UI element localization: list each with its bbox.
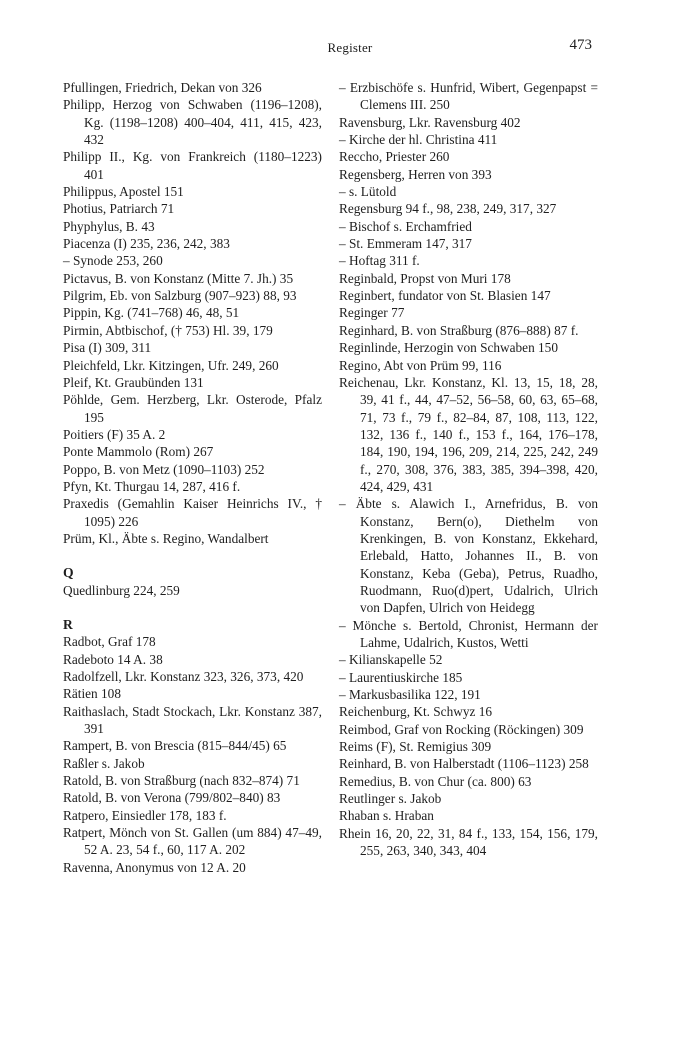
index-entry: Piacenza (I) 235, 236, 242, 383 — [63, 236, 230, 252]
index-entry: Ravensburg, Lkr. Ravensburg 402 — [339, 114, 521, 130]
index-entry: Pöhlde, Gem. Herzberg, Lkr. Osterode, Pfalz 195 — [63, 392, 322, 425]
index-subentry: – Kilianskapelle 52 — [339, 652, 443, 668]
index-entry: Remedius, B. von Chur (ca. 800) 63 — [339, 773, 532, 789]
index-entry: Reginger 77 — [339, 305, 405, 321]
index-entry: Pfullingen, Friedrich, Dekan von 326 — [63, 80, 262, 95]
index-entry: Ratpert, Mönch von St. Gallen (um 884) 47–49, 52 A. 23, 54 f., 60, 117 A. 202 — [63, 825, 322, 858]
index-entry: Poitiers (F) 35 A. 2 — [63, 426, 166, 442]
index-entry: Rampert, B. von Brescia (815–844/45) 65 — [63, 738, 287, 754]
index-entry: Reginhard, B. von Straßburg (876–888) 87 f. — [339, 322, 579, 338]
index-entry: Reginlinde, Herzogin von Schwaben 150 — [339, 340, 558, 356]
index-subentry: – Erzbischöfe s. Hunfrid, Wibert, Gegenpapst = Clemens III. 250 — [339, 80, 598, 113]
section-letter-r: R — [63, 616, 73, 632]
index-subentry: – St. Emmeram 147, 317 — [339, 236, 472, 252]
index-entry: Rhaban s. Hraban — [339, 808, 434, 824]
index-entry: Reginbert, fundator von St. Blasien 147 — [339, 288, 551, 304]
index-entry: Reccho, Priester 260 — [339, 149, 450, 165]
index-entry: Pisa (I) 309, 311 — [63, 340, 152, 356]
running-head: Register — [327, 40, 373, 55]
index-entry: Pirmin, Abtbischof, († 753) Hl. 39, 179 — [63, 322, 273, 338]
index-subentry: – Laurentiuskirche 185 — [339, 669, 463, 685]
index-subentry: – Synode 253, 260 — [63, 253, 163, 269]
index-subentry: – Markusbasilika 122, 191 — [339, 687, 481, 703]
index-entry: Raithaslach, Stadt Stockach, Lkr. Konstanz 387, 391 — [63, 703, 322, 737]
index-entry: Regensburg 94 f., 98, 238, 249, 317, 327 — [339, 201, 557, 217]
index-entry: Ponte Mammolo (Rom) 267 — [63, 444, 214, 460]
index-entry: Philipp II., Kg. von Frankreich (1180–1223) 401 — [63, 149, 322, 182]
index-entry: Reutlinger s. Jakob — [339, 791, 442, 807]
index-entry: Rätien 108 — [63, 686, 121, 702]
index-entry: Praxedis (Gemahlin Kaiser Heinrichs IV., † 1095) 226 — [63, 496, 322, 529]
index-subentry: – Mönche s. Bertold, Chronist, Hermann der Lahme, Udalrich, Kustos, Wetti — [339, 617, 598, 650]
index-entry: Quedlinburg 224, 259 — [63, 582, 180, 598]
right-column — [339, 79, 598, 859]
index-entry: Reginbald, Propst von Muri 178 — [339, 270, 511, 286]
index-entry: Ratpero, Einsiedler 178, 183 f. — [63, 807, 227, 823]
index-entry: Radeboto 14 A. 38 — [63, 651, 163, 667]
index-entry: Pictavus, B. von Konstanz (Mitte 7. Jh.) 35 — [63, 270, 294, 286]
index-entry: Ravenna, Anonymus von 12 A. 20 — [63, 859, 246, 875]
index-entry: Pippin, Kg. (741–768) 46, 48, 51 — [63, 305, 240, 321]
index-entry: Regensberg, Herren von 393 — [339, 166, 492, 182]
index-entry: Ratold, B. von Verona (799/802–840) 83 — [63, 790, 281, 806]
index-subentry: – s. Lütold — [339, 184, 397, 200]
index-entry: Poppo, B. von Metz (1090–1103) 252 — [63, 461, 265, 477]
index-subentry: – Bischof s. Erchamfried — [339, 218, 472, 234]
page-number: 473 — [569, 37, 592, 53]
index-entry: Prüm, Kl., Äbte s. Regino, Wandalbert — [63, 530, 269, 546]
index-entry: Reinhard, B. von Halberstadt (1106–1123) 258 — [339, 756, 589, 772]
index-entry: Philippus, Apostel 151 — [63, 184, 184, 200]
index-entry: Reichenburg, Kt. Schwyz 16 — [339, 704, 493, 720]
index-entry: Photius, Patriarch 71 — [63, 201, 175, 217]
index-entry: Rhein 16, 20, 22, 31, 84 f., 133, 154, 156, 179, 255, 263, 340, 343, 404 — [339, 825, 598, 859]
index-entry: Regino, Abt von Prüm 99, 116 — [339, 357, 502, 373]
index-subentry: – Äbte s. Alawich I., Arnefridus, B. von Konstanz, Bern(o), Diethelm von Krenkingen, B. von Konstanz, Ekkehard, Erlebald, Hatto, Johannes II., B. von Konstanz, Keba (Geba), Petrus, Ruadho, Ruodmann, Ruo(d)pert, Udalrich, Ulrich von Dapfen, Ulrich von Heidegg — [339, 496, 598, 616]
index-entry: Phyphylus, B. 43 — [63, 218, 155, 234]
index-entry: Pleichfeld, Lkr. Kitzingen, Ufr. 249, 260 — [63, 357, 279, 373]
index-entry: Pleif, Kt. Graubünden 131 — [63, 374, 204, 390]
index-entry: Pilgrim, Eb. von Salzburg (907–923) 88, 93 — [63, 288, 297, 304]
section-letter-q: Q — [63, 565, 74, 581]
index-entry: Reichenau, Lkr. Konstanz, Kl. 13, 15, 18, 28, 39, 41 f., 44, 47–52, 56–58, 60, 63, 65–68, 71, 73 f., 79 f., 82–84, 87, 108, 113, 122, 132, 136 f., 140 f., 153 f., 164, 176–178, 184, 190, 194, 196, 209, 214, 225, 242, 249 f., 270, 308, 376, 383, 385, 394–398, 420, 424, 429, 431 — [339, 374, 598, 494]
index-entry: Raßler s. Jakob — [63, 755, 145, 771]
index-entry: Philipp, Herzog von Schwaben (1196–1208), Kg. (1198–1208) 400–404, 411, 415, 423, 432 — [63, 97, 322, 148]
index-entry: Reimbod, Graf von Rocking (Röckingen) 309 — [339, 721, 584, 737]
section-gap — [63, 599, 322, 616]
section-gap — [63, 547, 322, 564]
index-entry: Pfyn, Kt. Thurgau 14, 287, 416 f. — [63, 478, 241, 494]
index-subentry: – Hoftag 311 f. — [339, 253, 420, 269]
left-column — [63, 79, 322, 876]
index-entry: Radbot, Graf 178 — [63, 634, 156, 650]
index-entry: Reims (F), St. Remigius 309 — [339, 739, 492, 755]
index-entry: Radolfzell, Lkr. Konstanz 323, 326, 373, 420 — [63, 669, 304, 684]
index-subentry: – Kirche der hl. Christina 411 — [339, 132, 498, 148]
index-entry: Ratold, B. von Straßburg (nach 832–874) 71 — [63, 773, 300, 789]
